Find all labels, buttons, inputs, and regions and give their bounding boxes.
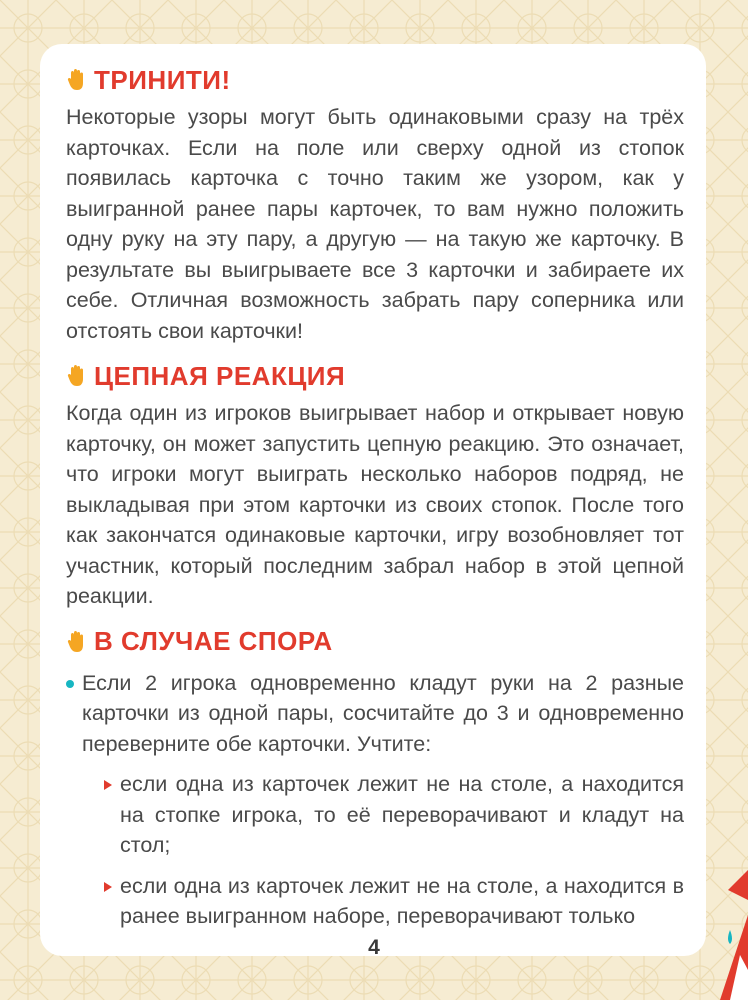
section-heading-triniti bbox=[66, 60, 684, 100]
triangle-bullet-icon bbox=[104, 780, 112, 790]
hand-icon bbox=[66, 630, 88, 654]
bullet-item bbox=[66, 668, 684, 760]
sub-item-text: если одна из карточек лежит не на столе, а находится в ранее выигранном наборе, переворачивают только bbox=[120, 873, 684, 928]
bullet-text: Если 2 игрока одновременно кладут руки на 2 разные карточки из одной пары, сосчитайте до 3 и одновременно переверните обе карточки. Учтите: bbox=[82, 670, 684, 756]
sub-item bbox=[104, 871, 684, 932]
triangle-bullet-icon bbox=[104, 882, 112, 892]
bullet-dot bbox=[66, 680, 74, 688]
page-number: 4 bbox=[368, 936, 380, 959]
section-title: В СЛУЧАЕ СПОРА bbox=[94, 626, 333, 656]
section-text: Некоторые узоры могут быть одинаковыми сразу на трёх карточках. Если на поле или сверху одной из стопок появилась карточка с точно таким же узором, как у выигранной ранее пары карточек, то вам нужно положить одну руку на эту пару, а другую — на такую же карточку. В результате вы выигрываете все 3 карточки и забираете их себе. Отличная возможность забрать пару соперника или отстоять свои карточки! bbox=[66, 105, 684, 343]
sub-item-text: если одна из карточек лежит не на столе, а находится на стопке игрока, то её переворачивают и кладут на стол; bbox=[120, 772, 684, 857]
section-title: ТРИНИТИ! bbox=[94, 64, 231, 95]
section-heading-chain-reaction bbox=[66, 356, 684, 396]
corner-decoration bbox=[700, 860, 748, 1000]
section-heading-dispute bbox=[66, 622, 684, 662]
rules-content bbox=[66, 60, 684, 932]
section-text: Когда один из игроков выигрывает набор и открывает новую карточку, он может запустить цепную реакцию. Это означает, что игроки могут выиграть несколько наборов подряд, не выкладывая при этом карточки из своих стопок. После того как закончатся одинаковые карточки, игру возобновляет тот участник, который последним забрал набор в этой цепной реакции. bbox=[66, 401, 684, 608]
sub-item bbox=[104, 769, 684, 861]
hand-icon bbox=[66, 68, 88, 92]
section-title: ЦЕПНАЯ РЕАКЦИЯ bbox=[94, 360, 346, 391]
hand-icon bbox=[66, 364, 88, 388]
